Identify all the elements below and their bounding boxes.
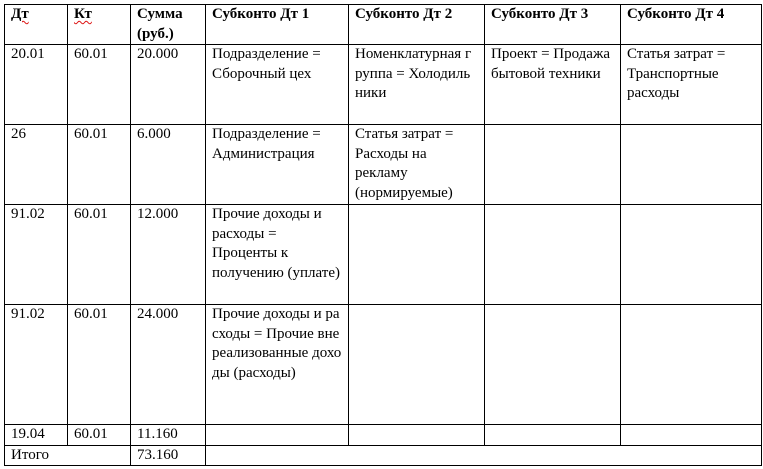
cell-dt: 91.02 bbox=[5, 305, 68, 425]
cell-subconto-3 bbox=[485, 125, 621, 205]
cell-subconto-4 bbox=[621, 205, 762, 305]
cell-kt: 60.01 bbox=[68, 45, 131, 125]
cell-dt: 26 bbox=[5, 125, 68, 205]
table-row bbox=[5, 45, 762, 125]
cell-subconto-1: Прочие доходы и расходы = Прочие внереализованные доходы (расходы) bbox=[206, 305, 349, 425]
cell-subconto-2: Номенклатурная группа = Холодильники bbox=[349, 45, 485, 125]
cell-dt: 20.01 bbox=[5, 45, 68, 125]
cell-subconto-4: Статья затрат = Транспортные расходы bbox=[621, 45, 762, 125]
cell-subconto-3 bbox=[485, 305, 621, 425]
cell-kt: 60.01 bbox=[68, 305, 131, 425]
cell-subconto-1: Подразделение = Сборочный цех bbox=[206, 45, 349, 125]
cell-subconto-1: Подразделение = Администрация bbox=[206, 125, 349, 205]
cell-subconto-3 bbox=[485, 425, 621, 446]
table-row bbox=[5, 305, 762, 425]
header-dt: Дт bbox=[5, 5, 68, 45]
cell-sum: 24.000 bbox=[131, 305, 206, 425]
cell-subconto-3 bbox=[485, 205, 621, 305]
cell-dt: 91.02 bbox=[5, 205, 68, 305]
cell-subconto-2 bbox=[349, 425, 485, 446]
cell-subconto-1: Прочие доходы и расходы = Проценты к получению (уплате) bbox=[206, 205, 349, 305]
total-row bbox=[5, 445, 762, 466]
table-row bbox=[5, 205, 762, 305]
cell-kt: 60.01 bbox=[68, 125, 131, 205]
cell-subconto-2 bbox=[349, 205, 485, 305]
table-row bbox=[5, 425, 762, 446]
table-row bbox=[5, 125, 762, 205]
header-subconto-2: Субконто Дт 2 bbox=[349, 5, 485, 45]
cell-subconto-2 bbox=[349, 305, 485, 425]
cell-dt: 19.04 bbox=[5, 425, 68, 446]
total-empty bbox=[206, 445, 762, 466]
header-subconto-1: Субконто Дт 1 bbox=[206, 5, 349, 45]
header-sum: Сумма (руб.) bbox=[131, 5, 206, 45]
cell-kt: 60.01 bbox=[68, 425, 131, 446]
cell-sum: 6.000 bbox=[131, 125, 206, 205]
header-subconto-3: Субконто Дт 3 bbox=[485, 5, 621, 45]
cell-subconto-4 bbox=[621, 125, 762, 205]
header-row bbox=[5, 5, 762, 45]
cell-subconto-4 bbox=[621, 305, 762, 425]
cell-subconto-3: Проект = Продажа бытовой техники bbox=[485, 45, 621, 125]
total-label: Итого bbox=[5, 445, 131, 466]
cell-sum: 11.160 bbox=[131, 425, 206, 446]
cell-kt: 60.01 bbox=[68, 205, 131, 305]
cell-subconto-4 bbox=[621, 425, 762, 446]
header-kt: Кт bbox=[68, 5, 131, 45]
header-subconto-4: Субконто Дт 4 bbox=[621, 5, 762, 45]
total-sum: 73.160 bbox=[131, 445, 206, 466]
cell-sum: 12.000 bbox=[131, 205, 206, 305]
cell-subconto-1 bbox=[206, 425, 349, 446]
cell-subconto-2: Статья затрат = Расходы на рекламу (нормируемые) bbox=[349, 125, 485, 205]
postings-table bbox=[4, 4, 762, 466]
cell-sum: 20.000 bbox=[131, 45, 206, 125]
